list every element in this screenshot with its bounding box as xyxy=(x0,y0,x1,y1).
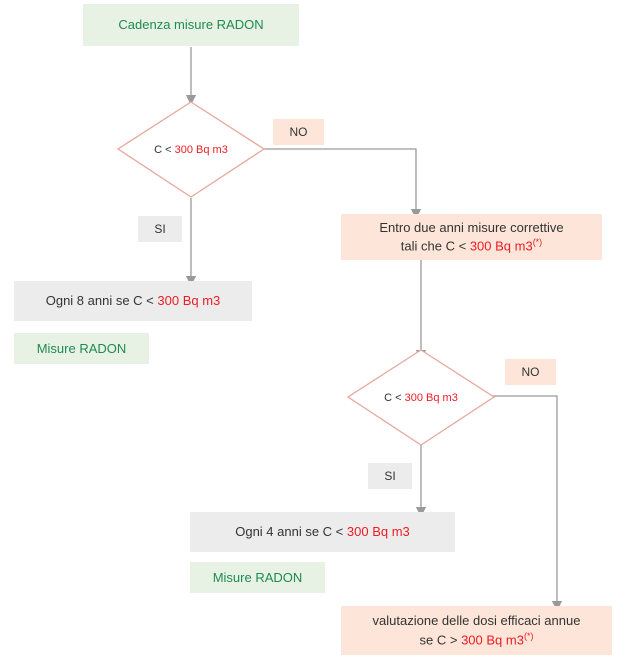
decision-1-prefix: C < xyxy=(154,143,175,156)
misure-radon-2-label: Misure RADON xyxy=(212,569,303,585)
node-result-1 xyxy=(14,281,252,321)
result-1-value: 300 Bq m3 xyxy=(157,293,221,309)
result-2-prefix: Ogni 4 anni se C < xyxy=(235,524,347,540)
final-line-2-sup: (*) xyxy=(523,630,534,641)
node-start-label: Cadenza misure RADON xyxy=(118,17,264,33)
node-result-2 xyxy=(190,512,455,552)
label-no-1-text: NO xyxy=(289,124,308,139)
result-1-prefix: Ogni 8 anni se C < xyxy=(45,293,158,309)
misure-radon-1-label: Misure RADON xyxy=(36,340,127,356)
final-line-2-prefix: se C > xyxy=(419,632,462,648)
label-no-1 xyxy=(273,119,324,145)
final-line-1: valutazione delle dosi efficaci annue xyxy=(372,613,581,629)
decision-1-label xyxy=(116,100,266,199)
corrective-line-2-sup: (*) xyxy=(532,237,543,248)
label-no-2 xyxy=(505,359,556,385)
corrective-line-2 xyxy=(401,236,542,255)
node-misure-radon-2 xyxy=(190,562,325,593)
corrective-line-2-prefix: tali che C < xyxy=(400,238,470,254)
node-corrective-actions xyxy=(341,214,602,260)
result-2-value: 300 Bq m3 xyxy=(346,524,410,540)
corrective-line-2-value: 300 Bq m3 xyxy=(469,238,533,254)
node-decision-1 xyxy=(116,100,266,199)
label-si-1 xyxy=(138,216,182,242)
final-line-2 xyxy=(420,630,534,649)
node-decision-2 xyxy=(346,348,496,447)
node-final-evaluation xyxy=(341,606,612,655)
decision-2-prefix: C < xyxy=(384,391,405,404)
decision-2-label xyxy=(346,348,496,447)
label-si-1-text: SI xyxy=(154,221,166,236)
node-start xyxy=(83,4,299,46)
decision-1-value: 300 Bq m3 xyxy=(174,143,228,156)
final-line-2-value: 300 Bq m3 xyxy=(461,632,524,648)
label-si-2 xyxy=(368,463,412,489)
node-misure-radon-1 xyxy=(14,333,149,364)
decision-2-value: 300 Bq m3 xyxy=(404,391,458,404)
label-no-2-text: NO xyxy=(521,364,540,379)
label-si-2-text: SI xyxy=(384,468,396,483)
corrective-line-1: Entro due anni misure correttive xyxy=(379,219,564,235)
